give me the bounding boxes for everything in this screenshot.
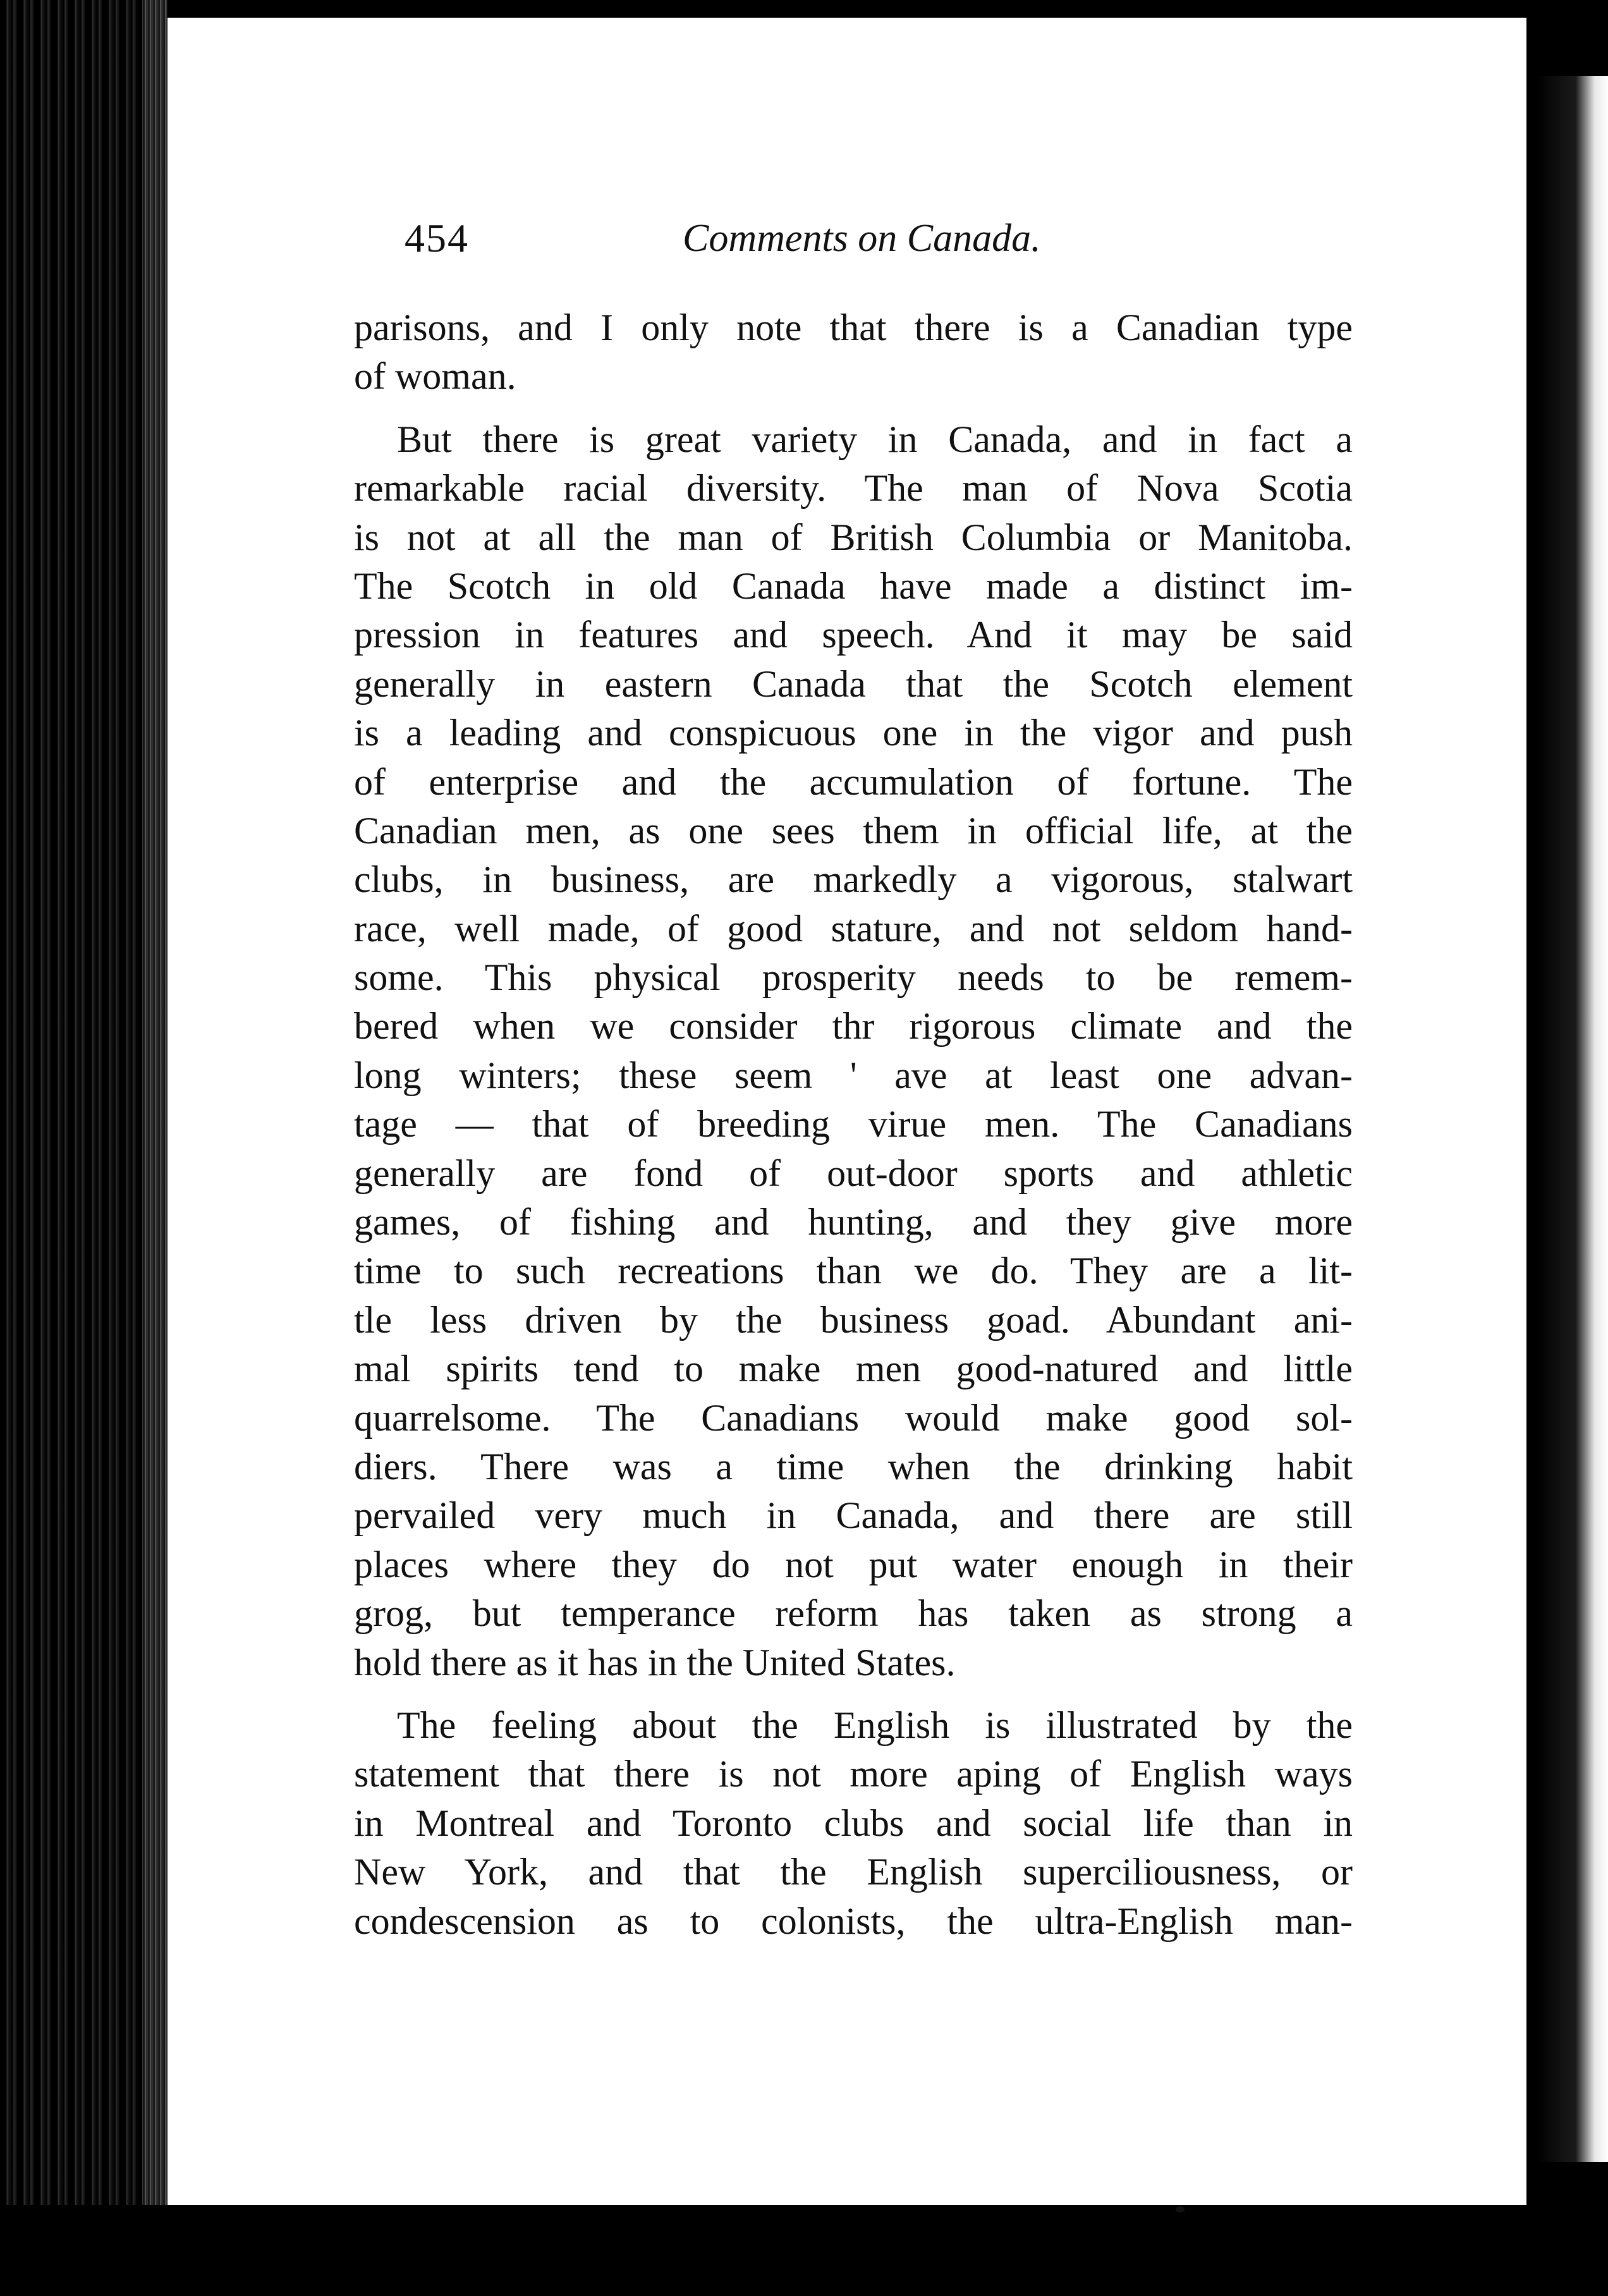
page-stack-edge [142,0,168,2296]
text-line: is a leading and conspicuous one in the vigor and push [354,712,1353,754]
text-line: generally in eastern Canada that the Scotch element [354,663,1353,705]
text-line: time to such recreations than we do. They are a lit- [354,1250,1353,1292]
text-line: places where they do not put water enough in their [354,1543,1353,1585]
text-line: hold there as it has in the United States. [354,1641,956,1683]
text-line: games, of fishing and hunting, and they give more [354,1201,1353,1243]
book-binding-right [1526,0,1608,2296]
text-line: of enterprise and the accumulation of fortune. The [354,760,1353,803]
paragraph [354,415,1353,1687]
text-line: mal spirits tend to make men good-natured and little [354,1348,1353,1390]
text-line: of woman. [354,355,516,398]
text-line: tage — that of breeding virue men. The Canadians [354,1103,1353,1145]
text-line: grog, but temperance reform has taken as strong a [354,1592,1353,1635]
text-line: parisons, and I only note that there is a Canadian type [354,307,1353,348]
next-page-sliver [1538,76,1608,2162]
scan-bottom-border [0,2205,1608,2296]
text-line: condescension as to colonists, the ultra-English man- [354,1900,1353,1942]
text-line: in Montreal and Toronto clubs and social life than in [354,1802,1353,1844]
text-line: The Scotch in old Canada have made a distinct im- [354,565,1353,607]
text-line: pression in features and speech. And it may be said [354,614,1353,656]
text-line: diers. There was a time when the drinking habit [354,1445,1353,1487]
text-line: statement that there is not more aping of English ways [354,1753,1353,1795]
text-line: The feeling about the English is illustrated by the [397,1704,1353,1746]
scan-speck [1176,2206,1185,2213]
text-line: is not at all the man of British Columbia or Manitoba. [354,516,1353,558]
text-line: bered when we consider thr rigorous climate and the [354,1005,1353,1047]
text-line: remarkable racial diversity. The man of Nova Scotia [354,467,1353,510]
text-line: race, well made, of good stature, and not seldom hand- [354,907,1353,950]
text-line: Canadian men, as one sees them in official life, at the [354,809,1353,852]
body-text [354,303,1353,1946]
text-line: long winters; these seem ' ave at least one advan- [354,1054,1353,1096]
text-line: clubs, in business, are markedly a vigorous, stalwart [354,858,1353,901]
text-line: generally are fond of out-door sports and athletic [354,1152,1353,1194]
paragraph [354,303,1353,401]
running-head-title: Comments on Canada. [683,217,1041,260]
text-line: New York, and that the English superciliousness, or [354,1851,1353,1893]
text-line: some. This physical prosperity needs to be remem- [354,956,1353,999]
text-line: But there is great variety in Canada, and in fact a [397,418,1353,460]
paragraph [354,1701,1353,1946]
text-line: tle less driven by the business goad. Abundant ani- [354,1298,1353,1341]
page-number: 454 [405,216,469,260]
running-head [405,215,1327,272]
text-line: pervailed very much in Canada, and there are still [354,1494,1353,1537]
book-binding-left [0,0,168,2296]
text-line: quarrelsome. The Canadians would make good sol- [354,1396,1353,1439]
